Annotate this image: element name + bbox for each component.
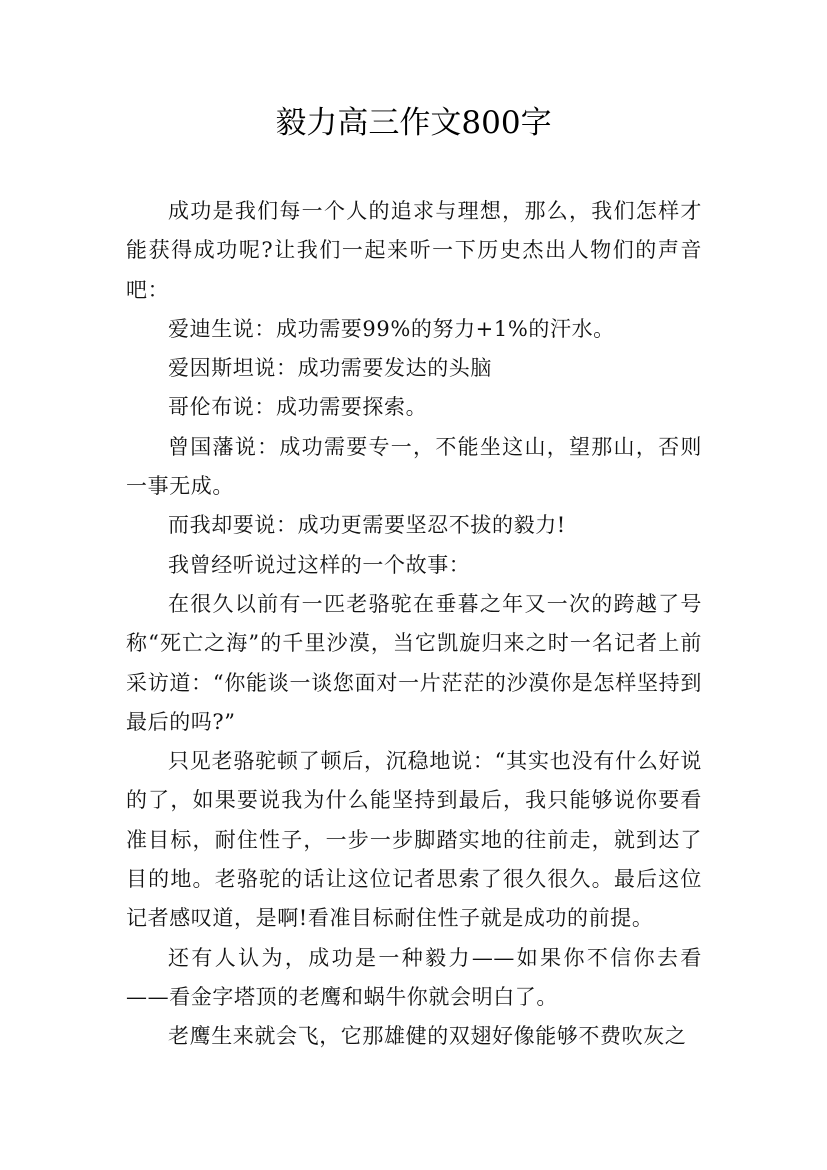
paragraph: 曾国藩说：成功需要专一，不能坐这山，望那山，否则一事无成。 bbox=[126, 434, 702, 499]
paragraph: 只见老骆驼顿了顿后，沉稳地说：“其实也没有什么好说的了，如果要说我为什么能坚持到最后，我只能够说你要看准目标，耐住性子，一步一步脚踏实地的往前走，就到达了目的地。老骆驼的话让这位记者思索了很久很久。最后这位记者感叹道，是啊!看准目标耐住性子就是成功的前提。 bbox=[126, 749, 702, 931]
paragraph: 爱迪生说：成功需要99%的努力+1%的汗水。 bbox=[168, 316, 615, 341]
paragraph: 老鹰生来就会飞，它那雄健的双翅好像能够不费吹灰之 bbox=[168, 1024, 687, 1049]
paragraph: 在很久以前有一匹老骆驼在垂暮之年又一次的跨越了号称“死亡之海”的千里沙漠，当它凯旋归来之时一名记者上前采访道：“你能谈一谈您面对一片茫茫的沙漠你是怎样坚持到最后的吗?” bbox=[126, 591, 702, 734]
paragraph: 我曾经听说过这样的一个故事： bbox=[168, 552, 471, 577]
paragraph: 哥伦布说：成功需要探索。 bbox=[168, 395, 428, 420]
paragraph: 爱因斯坦说：成功需要发达的头脑 bbox=[168, 356, 492, 381]
paragraph: 还有人认为，成功是一种毅力——如果你不信你去看——看金字塔顶的老鹰和蜗牛你就会明白了。 bbox=[126, 945, 702, 1009]
document-title: 毅力高三作文800字 bbox=[275, 105, 552, 141]
document-body bbox=[126, 192, 702, 1057]
paragraph: 成功是我们每一个人的追求与理想，那么，我们怎样才能获得成功呢?让我们一起来听一下历史杰出人物们的声音吧： bbox=[126, 199, 702, 302]
paragraph: 而我却要说：成功更需要坚忍不拔的毅力! bbox=[168, 513, 566, 538]
